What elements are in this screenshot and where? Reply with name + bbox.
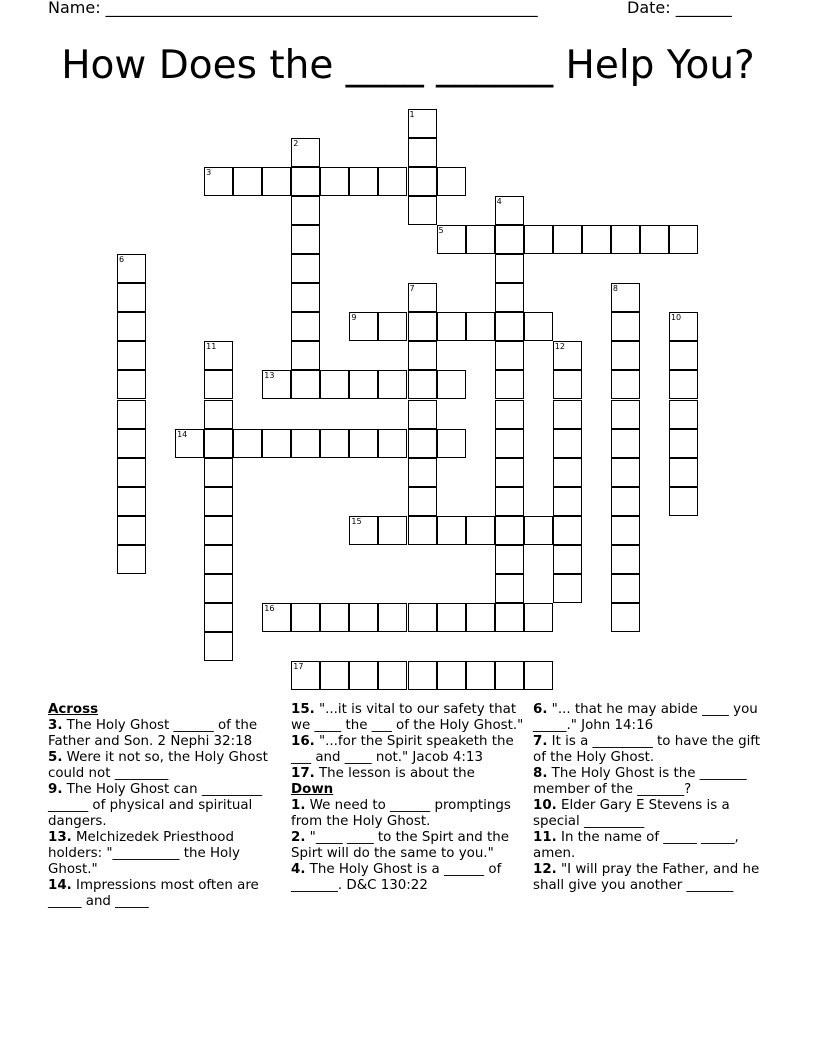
grid-cell[interactable] bbox=[437, 370, 466, 399]
clue-number-label: 9. bbox=[48, 782, 63, 797]
grid-cell[interactable] bbox=[349, 370, 378, 399]
grid-cell[interactable] bbox=[553, 225, 582, 254]
clue-text: The Holy Ghost can _________ ______ of physical and spiritual dangers. bbox=[48, 782, 263, 829]
clue-item bbox=[533, 862, 763, 894]
grid-cell[interactable] bbox=[204, 574, 233, 603]
clue-item bbox=[48, 830, 278, 878]
grid-cell[interactable] bbox=[262, 370, 291, 399]
grid-cell[interactable] bbox=[117, 283, 146, 312]
clue-item bbox=[533, 798, 763, 830]
clue-number: 16 bbox=[264, 603, 275, 613]
grid-cell[interactable] bbox=[611, 487, 640, 516]
grid-cell[interactable] bbox=[524, 225, 553, 254]
grid-cell[interactable] bbox=[437, 429, 466, 458]
grid-cell[interactable] bbox=[524, 603, 553, 632]
name-label: Name: ______________________________________________________ bbox=[48, 0, 538, 17]
grid-cell[interactable] bbox=[553, 574, 582, 603]
grid-cell[interactable] bbox=[204, 167, 233, 196]
down-heading: Down bbox=[291, 782, 334, 797]
grid-cell[interactable] bbox=[495, 574, 524, 603]
grid-cell[interactable] bbox=[378, 603, 407, 632]
grid-cell[interactable] bbox=[262, 603, 291, 632]
grid-cell[interactable] bbox=[524, 661, 553, 690]
grid-cell[interactable] bbox=[349, 661, 378, 690]
grid-cell[interactable] bbox=[262, 429, 291, 458]
grid-cell[interactable] bbox=[611, 574, 640, 603]
grid-cell[interactable] bbox=[669, 487, 698, 516]
grid-cell[interactable] bbox=[291, 603, 320, 632]
grid-cell[interactable] bbox=[466, 312, 495, 341]
grid-cell[interactable] bbox=[437, 312, 466, 341]
grid-cell[interactable] bbox=[408, 312, 437, 341]
clue-item bbox=[48, 718, 278, 750]
grid-cell[interactable] bbox=[611, 458, 640, 487]
grid-cell[interactable] bbox=[553, 429, 582, 458]
clue-item bbox=[533, 830, 763, 862]
grid-cell[interactable] bbox=[233, 167, 262, 196]
grid-cell[interactable] bbox=[495, 312, 524, 341]
grid-cell[interactable] bbox=[466, 225, 495, 254]
grid-cell[interactable] bbox=[175, 429, 204, 458]
grid-cell[interactable] bbox=[437, 225, 466, 254]
grid-cell[interactable] bbox=[495, 254, 524, 283]
clue-number-label: 8. bbox=[533, 766, 548, 781]
across-heading: Across bbox=[48, 702, 99, 717]
grid-cell[interactable] bbox=[349, 603, 378, 632]
clue-text: The Holy Ghost is a ______ of _______. D&C 130:22 bbox=[291, 862, 502, 893]
grid-cell[interactable] bbox=[204, 400, 233, 429]
clue-column-3 bbox=[533, 702, 763, 894]
grid-cell[interactable] bbox=[669, 370, 698, 399]
clue-item bbox=[533, 734, 763, 766]
grid-cell[interactable] bbox=[117, 400, 146, 429]
down-clues-part-2 bbox=[533, 702, 763, 894]
clue-number-label: 16. bbox=[291, 734, 315, 749]
grid-cell[interactable] bbox=[611, 370, 640, 399]
grid-cell[interactable] bbox=[204, 429, 233, 458]
grid-cell[interactable] bbox=[291, 341, 320, 370]
clue-number-label: 3. bbox=[48, 718, 63, 733]
grid-cell[interactable] bbox=[320, 167, 349, 196]
grid-cell[interactable] bbox=[611, 283, 640, 312]
grid-cell[interactable] bbox=[553, 487, 582, 516]
clue-number: 14 bbox=[177, 429, 188, 439]
grid-cell[interactable] bbox=[349, 312, 378, 341]
grid-cell[interactable] bbox=[117, 458, 146, 487]
grid-cell[interactable] bbox=[524, 516, 553, 545]
grid-cell[interactable] bbox=[553, 516, 582, 545]
grid-cell[interactable] bbox=[466, 516, 495, 545]
grid-cell[interactable] bbox=[408, 603, 437, 632]
grid-cell[interactable] bbox=[466, 661, 495, 690]
grid-cell[interactable] bbox=[204, 545, 233, 574]
clue-number-label: 10. bbox=[533, 798, 557, 813]
grid-cell[interactable] bbox=[553, 545, 582, 574]
clue-number: 17 bbox=[293, 661, 304, 671]
grid-cell[interactable] bbox=[495, 341, 524, 370]
clue-number: 12 bbox=[554, 342, 565, 352]
clue-item bbox=[48, 750, 278, 782]
grid-cell[interactable] bbox=[611, 312, 640, 341]
grid-cell[interactable] bbox=[291, 167, 320, 196]
grid-cell[interactable] bbox=[495, 370, 524, 399]
clue-number-label: 4. bbox=[291, 862, 306, 877]
grid-cell[interactable] bbox=[640, 225, 669, 254]
grid-cell[interactable] bbox=[408, 516, 437, 545]
grid-cell[interactable] bbox=[611, 516, 640, 545]
clue-number: 13 bbox=[264, 371, 275, 381]
clue-number-label: 5. bbox=[48, 750, 63, 765]
clue-number: 1 bbox=[409, 110, 415, 119]
grid-cell[interactable] bbox=[408, 400, 437, 429]
clue-number-label: 14. bbox=[48, 878, 72, 893]
grid-cell[interactable] bbox=[117, 254, 146, 283]
grid-cell[interactable] bbox=[437, 603, 466, 632]
clue-item bbox=[291, 766, 526, 782]
clue-item bbox=[291, 830, 526, 862]
grid-cell[interactable] bbox=[495, 661, 524, 690]
page-title: How Does the ____ ______ Help You? bbox=[61, 43, 755, 88]
clue-number-label: 15. bbox=[291, 702, 315, 717]
clue-number: 5 bbox=[438, 226, 444, 236]
grid-cell[interactable] bbox=[291, 429, 320, 458]
grid-cell[interactable] bbox=[495, 196, 524, 225]
grid-cell[interactable] bbox=[495, 400, 524, 429]
grid-cell[interactable] bbox=[378, 312, 407, 341]
clue-column-2 bbox=[291, 702, 526, 894]
grid-cell[interactable] bbox=[553, 370, 582, 399]
clue-text: Impressions most often are _____ and _____ bbox=[48, 878, 259, 909]
grid-cell[interactable] bbox=[378, 661, 407, 690]
clue-number-label: 2. bbox=[291, 830, 306, 845]
clue-number-label: 17. bbox=[291, 766, 315, 781]
grid-cell[interactable] bbox=[291, 370, 320, 399]
grid-cell[interactable] bbox=[320, 370, 349, 399]
clue-number: 7 bbox=[409, 284, 415, 294]
across-clues-part-2 bbox=[291, 702, 526, 782]
grid-cell[interactable] bbox=[495, 603, 524, 632]
grid-cell[interactable] bbox=[117, 516, 146, 545]
grid-cell[interactable] bbox=[495, 487, 524, 516]
clue-item bbox=[533, 702, 763, 734]
grid-cell[interactable] bbox=[378, 429, 407, 458]
grid-cell[interactable] bbox=[291, 661, 320, 690]
grid-cell[interactable] bbox=[408, 429, 437, 458]
clue-item bbox=[291, 734, 526, 766]
grid-cell[interactable] bbox=[408, 370, 437, 399]
clue-text: The Holy Ghost ______ of the Father and Son. 2 Nephi 32:18 bbox=[48, 718, 258, 749]
clue-text: "...it is vital to our safety that we ____ the ___ of the Holy Ghost." bbox=[291, 702, 524, 733]
across-clues-part-1 bbox=[48, 718, 278, 910]
clue-item bbox=[291, 862, 526, 894]
clue-number: 6 bbox=[119, 255, 125, 265]
clue-text: "...for the Spirit speaketh the ___ and ____ not." Jacob 4:13 bbox=[291, 734, 514, 765]
grid-cell[interactable] bbox=[495, 225, 524, 254]
clue-text: Were it not so, the Holy Ghost could not ________ bbox=[48, 750, 268, 781]
grid-cell[interactable] bbox=[495, 283, 524, 312]
grid-cell[interactable] bbox=[117, 487, 146, 516]
grid-cell[interactable] bbox=[378, 370, 407, 399]
grid-cell[interactable] bbox=[669, 312, 698, 341]
clue-number: 2 bbox=[293, 139, 299, 149]
grid-cell[interactable] bbox=[495, 429, 524, 458]
clue-text: The lesson is about the bbox=[314, 766, 475, 781]
grid-cell[interactable] bbox=[378, 167, 407, 196]
grid-cell[interactable] bbox=[611, 545, 640, 574]
grid-cell[interactable] bbox=[204, 603, 233, 632]
grid-cell[interactable] bbox=[495, 458, 524, 487]
clue-number: 8 bbox=[612, 284, 618, 294]
grid-cell[interactable] bbox=[291, 283, 320, 312]
grid-cell[interactable] bbox=[408, 458, 437, 487]
clue-number: 3 bbox=[206, 168, 212, 178]
grid-cell[interactable] bbox=[262, 167, 291, 196]
date-label: Date: _______ bbox=[627, 0, 732, 17]
grid-cell[interactable] bbox=[553, 400, 582, 429]
grid-cell[interactable] bbox=[291, 254, 320, 283]
grid-cell[interactable] bbox=[437, 661, 466, 690]
grid-cell[interactable] bbox=[553, 458, 582, 487]
clue-number-label: 1. bbox=[291, 798, 306, 813]
grid-cell[interactable] bbox=[611, 400, 640, 429]
clue-text: We need to ______ promptings from the Holy Ghost. bbox=[291, 798, 511, 829]
grid-cell[interactable] bbox=[291, 196, 320, 225]
grid-cell[interactable] bbox=[669, 429, 698, 458]
clue-text: Elder Gary E Stevens is a special _________ bbox=[533, 798, 730, 829]
clue-number-label: 7. bbox=[533, 734, 548, 749]
clue-text: "I will pray the Father, and he shall give you another _______ bbox=[533, 862, 760, 893]
clue-number: 10 bbox=[670, 313, 682, 323]
grid-cell[interactable] bbox=[117, 545, 146, 574]
grid-cell[interactable] bbox=[669, 225, 698, 254]
grid-cell[interactable] bbox=[204, 632, 233, 661]
grid-cell[interactable] bbox=[204, 370, 233, 399]
grid-cell[interactable] bbox=[291, 312, 320, 341]
grid-cell[interactable] bbox=[233, 429, 262, 458]
clue-text: "... that he may abide ____ you _____." John 14:16 bbox=[533, 702, 758, 733]
grid-cell[interactable] bbox=[408, 661, 437, 690]
grid-cell[interactable] bbox=[117, 312, 146, 341]
grid-cell[interactable] bbox=[466, 603, 495, 632]
clue-text: Melchizedek Priesthood holders: "__________ the Holy Ghost." bbox=[48, 830, 240, 877]
grid-cell[interactable] bbox=[669, 458, 698, 487]
grid-cell[interactable] bbox=[495, 545, 524, 574]
grid-cell[interactable] bbox=[320, 661, 349, 690]
grid-cell[interactable] bbox=[669, 341, 698, 370]
clue-number: 4 bbox=[496, 197, 502, 207]
grid-cell[interactable] bbox=[349, 429, 378, 458]
clue-number-label: 13. bbox=[48, 830, 72, 845]
grid-cell[interactable] bbox=[553, 341, 582, 370]
grid-cell[interactable] bbox=[408, 138, 437, 167]
grid-cell[interactable] bbox=[204, 516, 233, 545]
grid-cell[interactable] bbox=[408, 283, 437, 312]
grid-cell[interactable] bbox=[117, 341, 146, 370]
grid-cell[interactable] bbox=[117, 429, 146, 458]
grid-cell[interactable] bbox=[291, 225, 320, 254]
clue-item bbox=[48, 782, 278, 830]
grid-cell[interactable] bbox=[408, 167, 437, 196]
grid-cell[interactable] bbox=[320, 603, 349, 632]
grid-cell[interactable] bbox=[495, 516, 524, 545]
grid-cell[interactable] bbox=[204, 458, 233, 487]
clue-number: 9 bbox=[351, 313, 357, 323]
grid-cell[interactable] bbox=[117, 370, 146, 399]
clue-text: The Holy Ghost is the _______ member of the _______? bbox=[533, 766, 747, 797]
clue-number: 15 bbox=[351, 516, 362, 526]
grid-cell[interactable] bbox=[611, 341, 640, 370]
clue-number-label: 11. bbox=[533, 830, 557, 845]
grid-cell[interactable] bbox=[437, 167, 466, 196]
grid-cell[interactable] bbox=[437, 516, 466, 545]
clue-number-label: 12. bbox=[533, 862, 557, 877]
clue-text: In the name of _____ _____, amen. bbox=[533, 830, 739, 861]
grid-cell[interactable] bbox=[349, 167, 378, 196]
grid-cell[interactable] bbox=[408, 487, 437, 516]
grid-cell[interactable] bbox=[408, 341, 437, 370]
grid-cell[interactable] bbox=[408, 109, 437, 138]
clue-column-1 bbox=[48, 702, 278, 910]
clue-item bbox=[291, 702, 526, 734]
grid-cell[interactable] bbox=[408, 196, 437, 225]
grid-cell[interactable] bbox=[524, 312, 553, 341]
grid-cell[interactable] bbox=[349, 516, 378, 545]
grid-cell[interactable] bbox=[611, 429, 640, 458]
grid-cell[interactable] bbox=[611, 603, 640, 632]
clue-text: "____ ____ to the Spirt and the Spirt will do the same to you." bbox=[291, 830, 509, 861]
grid-cell[interactable] bbox=[669, 400, 698, 429]
clue-text: It is a _________ to have the gift of the Holy Ghost. bbox=[533, 734, 761, 765]
clue-number: 11 bbox=[206, 342, 217, 352]
grid-cell[interactable] bbox=[291, 138, 320, 167]
grid-cell[interactable] bbox=[378, 516, 407, 545]
down-clues-part-1 bbox=[291, 798, 526, 894]
grid-cell[interactable] bbox=[204, 487, 233, 516]
clue-item bbox=[533, 766, 763, 798]
grid-cell[interactable] bbox=[204, 341, 233, 370]
clue-number-label: 6. bbox=[533, 702, 548, 717]
grid-cell[interactable] bbox=[320, 429, 349, 458]
clue-item bbox=[48, 878, 278, 910]
clue-item bbox=[291, 798, 526, 830]
grid-cell[interactable] bbox=[582, 225, 611, 254]
grid-cell[interactable] bbox=[611, 225, 640, 254]
